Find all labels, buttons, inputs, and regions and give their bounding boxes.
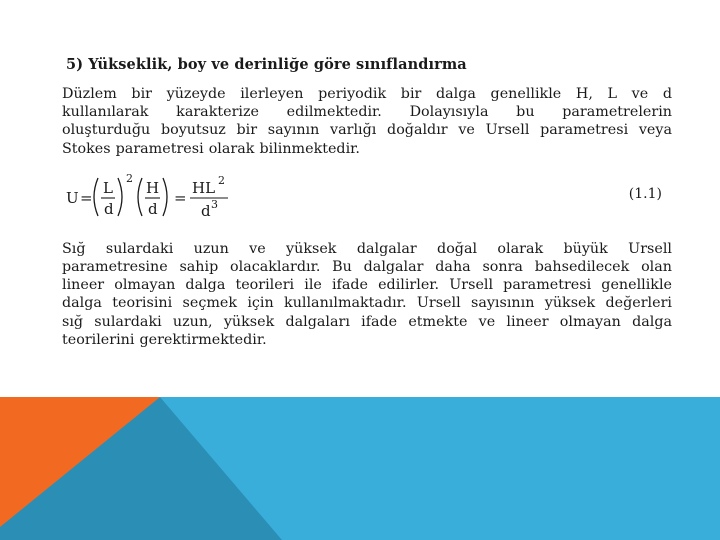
paragraph-line: sığ sulardaki uzun, yüksek dalgaları ifade etmekte ve lineer olmayan dalga: [62, 313, 672, 330]
paragraph-line: parametresine sahip olacaklardır. Bu dalgalar daha sonra bahsedilecek olan: [62, 259, 672, 276]
eq-lhs: U: [66, 188, 79, 207]
paragraph-line: oluşturduğu boyutsuz bir sayının varlığı doğaldır ve Ursell parametresi veya: [62, 122, 672, 139]
paragraph-line: kullanılarak karakterize edilmektedir. Dolayısıyla bu parametrelerin: [62, 104, 672, 121]
paragraph-line: Sığ sulardaki uzun ve yüksek dalgalar doğal olarak büyük Ursell: [62, 240, 672, 257]
right-paren: [118, 178, 122, 216]
paragraph-line: lineer olmayan dalga teorileri ile ifade edilirler. Ursell parametresi genellikle: [62, 277, 672, 294]
rhs-numerator-exponent: 2: [218, 173, 225, 187]
right-paren: [163, 178, 167, 216]
frac2-denominator: d: [148, 199, 158, 218]
ursell-equation: [62, 170, 672, 226]
rhs-numerator: HL: [192, 178, 216, 197]
section-heading: 5) Yükseklik, boy ve derinliğe göre sınıflandırma: [66, 56, 467, 73]
left-paren: [94, 178, 98, 216]
paragraph-line: Düzlem bir yüzeyde ilerleyen periyodik bir dalga genellikle H, L ve d: [62, 86, 672, 102]
paragraph-ursell: [62, 240, 672, 349]
rhs-denominator-exponent: 3: [211, 197, 218, 211]
equation-number: (1.1): [628, 185, 662, 202]
paragraph-line: dalga teorisini seçmek için kullanılmaktadır. Ursell sayısının yüksek değerleri: [62, 295, 672, 312]
left-paren: [138, 178, 142, 216]
decorative-footer: [0, 397, 720, 540]
paragraph-line: Stokes parametresi olarak bilinmektedir.: [62, 140, 360, 157]
paragraph-intro: [62, 85, 672, 158]
frac1-numerator: L: [103, 178, 113, 197]
slide-content: [62, 56, 672, 349]
rhs-denominator: d: [201, 201, 211, 220]
eq-exponent: 2: [126, 171, 133, 185]
equation-formula: [62, 170, 322, 226]
paragraph-line: teorilerini gerektirmektedir.: [62, 331, 267, 348]
frac2-numerator: H: [146, 178, 160, 197]
frac1-denominator: d: [104, 199, 114, 218]
eq-equals: =: [174, 188, 187, 207]
eq-equals: =: [80, 188, 93, 207]
